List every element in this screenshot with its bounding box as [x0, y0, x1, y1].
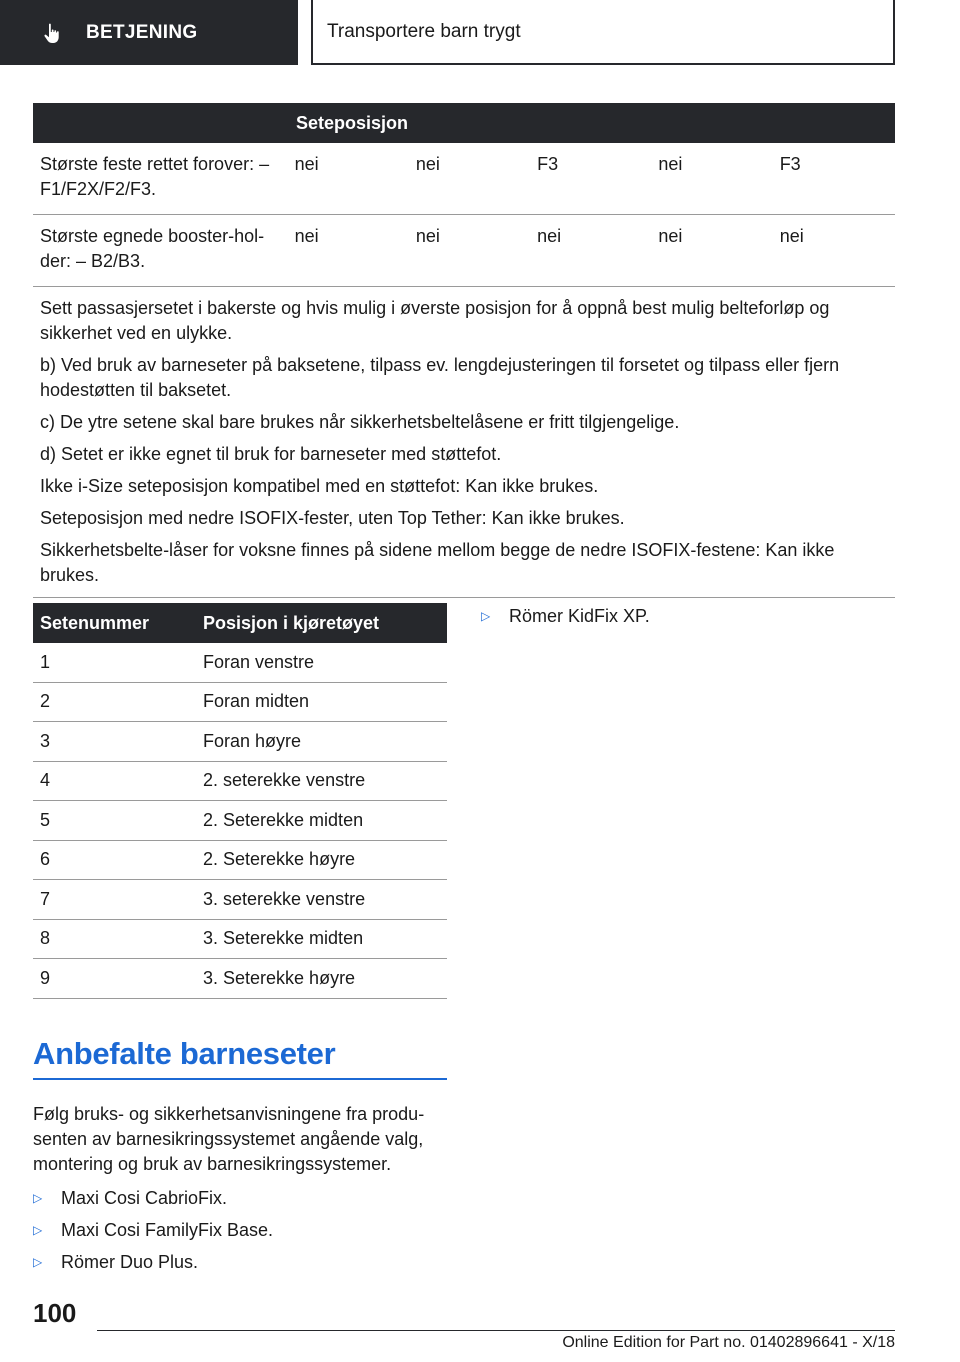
- table-row: [33, 841, 447, 881]
- list-item: [481, 602, 895, 630]
- seat-number: 6: [40, 849, 51, 870]
- chapter-tab[interactable]: [0, 0, 298, 65]
- table-cell: nei: [415, 226, 440, 246]
- table-notes: [33, 287, 895, 598]
- page-topic-title: Transportere barn trygt: [327, 20, 521, 42]
- table-row: [33, 722, 447, 762]
- seat-position: 3. Seterekke høyre: [203, 967, 356, 988]
- table-row: [33, 762, 447, 802]
- column-header: Posisjon i kjøretøyet: [203, 612, 380, 633]
- triangle-bullet-icon: ▷: [33, 1223, 43, 1237]
- table-cell: nei: [415, 154, 440, 174]
- list-item-text: Maxi Cosi FamilyFix Base.: [61, 1220, 274, 1240]
- note: Sikkerhetsbelte-låser for voksne finnes på sidene mellom begge de nedre ISOFIX-festene: Kan ikke brukes.: [40, 540, 835, 585]
- note: d) Setet er ikke egnet til bruk for barneseter med støttefot.: [40, 444, 502, 464]
- seat-number: 5: [40, 809, 51, 830]
- note: Sett passasjersetet i bakerste og hvis mulig i øverste posisjon for å oppnå best mulig belteforløp og sikkerhet ved en ulykke.: [40, 298, 830, 343]
- table-row: [33, 643, 447, 683]
- page-number: 100: [33, 1298, 77, 1328]
- table-row: [33, 880, 447, 920]
- seat-position: 2. Seterekke midten: [203, 809, 364, 830]
- table-row: [33, 143, 895, 215]
- seat-position-table: [33, 103, 895, 598]
- row-label: Største egnede booster-hol-der: – B2/B3.: [40, 226, 265, 271]
- triangle-bullet-icon: ▷: [33, 1255, 43, 1269]
- table-row: [33, 683, 447, 723]
- list-item: [33, 1214, 447, 1246]
- triangle-bullet-icon: ▷: [481, 609, 491, 623]
- column-header: Setenummer: [40, 612, 150, 633]
- seat-position: 2. Seterekke høyre: [203, 849, 356, 870]
- seat-number: 9: [40, 967, 51, 988]
- note: b) Ved bruk av barneseter på baksetene, tilpass ev. lengdejusteringen til forsetet og tilpass eller fjern hodestøtten til baksetet.: [40, 355, 840, 400]
- table-cell: F3: [537, 154, 559, 174]
- list-item: [33, 1182, 447, 1214]
- seat-position: 3. Seterekke midten: [203, 928, 364, 949]
- recommended-seats-list: [33, 1182, 447, 1278]
- table-heading-label: Seteposisjon: [296, 112, 409, 133]
- seat-position: 3. seterekke venstre: [203, 888, 366, 909]
- list-item-text: Maxi Cosi CabrioFix.: [61, 1188, 228, 1208]
- table-cell: nei: [294, 154, 319, 174]
- seat-number: 2: [40, 691, 51, 712]
- seat-position: Foran høyre: [203, 730, 302, 751]
- triangle-bullet-icon: ▷: [33, 1191, 43, 1205]
- table-row: [33, 215, 895, 287]
- page-topic-header: [311, 0, 895, 65]
- table-row: [33, 959, 447, 999]
- seat-position: 2. seterekke venstre: [203, 770, 366, 791]
- seat-number-table: [33, 603, 447, 999]
- seat-position: Foran midten: [203, 691, 310, 712]
- recommended-seats-list-continued: [481, 602, 895, 630]
- list-item-text: Römer Duo Plus.: [61, 1252, 199, 1272]
- table-heading: [33, 103, 895, 143]
- chapter-label: BETJENING: [86, 21, 198, 43]
- table-header-row: [33, 603, 447, 643]
- table-cell: nei: [294, 226, 319, 246]
- note: Ikke i-Size seteposisjon kompatibel med en støttefot: Kan ikke brukes.: [40, 476, 599, 496]
- footer-divider: [97, 1330, 895, 1331]
- seat-number: 3: [40, 730, 51, 751]
- section-heading: Anbefalte barneseter: [33, 1036, 447, 1080]
- table-row: [33, 920, 447, 960]
- table-row: [33, 801, 447, 841]
- note: c) De ytre setene skal bare brukes når sikkerhetsbeltelåsene er fritt tilgjengelige.: [40, 412, 680, 432]
- table-cell: nei: [537, 226, 562, 246]
- seat-position: Foran venstre: [203, 651, 315, 672]
- seat-number: 4: [40, 770, 51, 791]
- row-label: Største feste rettet forover: – F1/F2X/F2/F3.: [40, 154, 270, 199]
- note: Seteposisjon med nedre ISOFIX-fester, uten Top Tether: Kan ikke brukes.: [40, 508, 625, 528]
- table-cell: nei: [658, 226, 683, 246]
- table-cell: nei: [779, 226, 804, 246]
- list-item-text: Römer KidFix XP.: [509, 606, 650, 626]
- section-body: Følg bruks- og sikkerhetsanvisningene fra produ-senten av barnesikringssystemet angående valg, montering og bruk av barnesikringssystemer.: [33, 1104, 425, 1174]
- list-item: [33, 1246, 447, 1278]
- table-cell: nei: [658, 154, 683, 174]
- seat-number: 7: [40, 888, 51, 909]
- seat-number: 1: [40, 651, 51, 672]
- seat-number: 8: [40, 928, 51, 949]
- hand-pointer-icon: [40, 21, 64, 45]
- table-cell: F3: [779, 154, 801, 174]
- footer-edition: Online Edition for Part no. 01402896641 - X/18: [562, 1334, 895, 1351]
